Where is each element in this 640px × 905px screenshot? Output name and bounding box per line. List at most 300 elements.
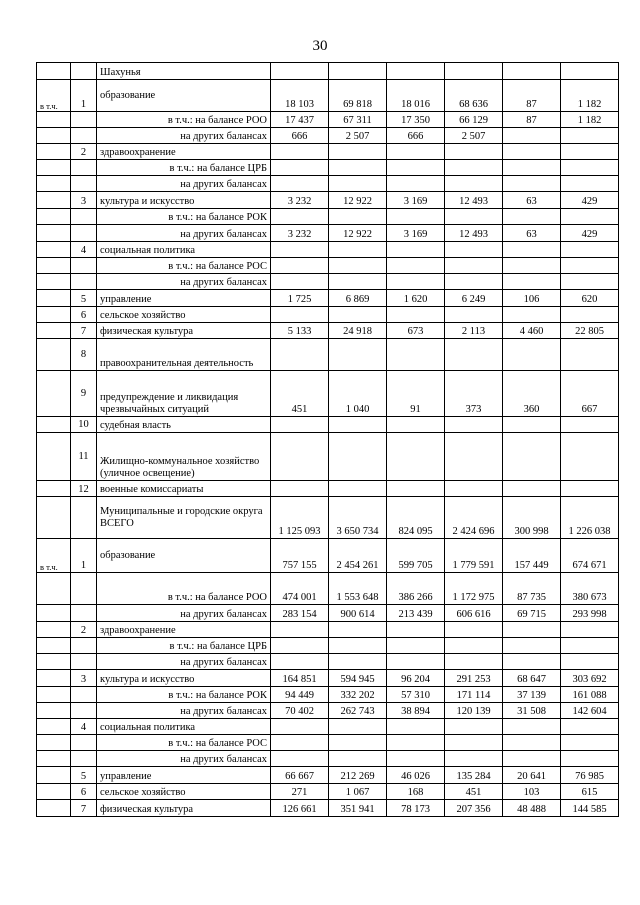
value-cell — [445, 242, 503, 258]
value-cell: 606 616 — [445, 605, 503, 622]
value-cell: 38 894 — [387, 703, 445, 719]
row-number: 7 — [71, 800, 97, 817]
value-cell: 451 — [445, 784, 503, 800]
value-cell: 63 — [503, 225, 561, 242]
value-cell — [503, 735, 561, 751]
row-prefix — [37, 209, 71, 225]
table-row — [37, 417, 619, 433]
value-cell — [387, 339, 445, 371]
row-prefix — [37, 225, 71, 242]
table-row — [37, 654, 619, 670]
value-cell — [271, 654, 329, 670]
value-cell — [445, 654, 503, 670]
value-cell: 4 460 — [503, 323, 561, 339]
value-cell: 2 507 — [445, 128, 503, 144]
row-prefix — [37, 128, 71, 144]
row-number — [71, 735, 97, 751]
row-label: Муниципальные и городские округа ВСЕГО — [97, 497, 271, 539]
row-label: в т.ч.: на балансе ЦРБ — [97, 160, 271, 176]
row-label: предупреждение и ликвидация чрезвычайных ситуаций — [97, 371, 271, 417]
value-cell — [271, 622, 329, 638]
table-row — [37, 800, 619, 817]
value-cell — [387, 242, 445, 258]
value-cell: 429 — [561, 225, 619, 242]
value-cell: 12 493 — [445, 225, 503, 242]
value-cell — [561, 128, 619, 144]
row-number — [71, 128, 97, 144]
value-cell — [561, 160, 619, 176]
row-number — [71, 160, 97, 176]
value-cell — [445, 176, 503, 192]
page-number: 30 — [312, 38, 328, 54]
table-row — [37, 573, 619, 605]
value-cell — [387, 751, 445, 767]
value-cell: 1 067 — [329, 784, 387, 800]
value-cell: 87 — [503, 112, 561, 128]
value-cell — [387, 417, 445, 433]
row-prefix — [37, 371, 71, 417]
value-cell: 207 356 — [445, 800, 503, 817]
value-cell: 144 585 — [561, 800, 619, 817]
value-cell: 594 945 — [329, 670, 387, 687]
row-prefix — [37, 433, 71, 481]
row-label: физическая культура — [97, 800, 271, 817]
row-number: 4 — [71, 242, 97, 258]
value-cell — [503, 481, 561, 497]
value-cell: 12 493 — [445, 192, 503, 209]
value-cell — [329, 144, 387, 160]
value-cell — [329, 307, 387, 323]
row-prefix — [37, 417, 71, 433]
row-number: 10 — [71, 417, 97, 433]
value-cell: 46 026 — [387, 767, 445, 784]
row-number — [71, 638, 97, 654]
row-number: 3 — [71, 192, 97, 209]
row-label: физическая культура — [97, 323, 271, 339]
value-cell — [387, 638, 445, 654]
row-prefix — [37, 703, 71, 719]
value-cell — [503, 258, 561, 274]
value-cell: 66 129 — [445, 112, 503, 128]
row-label: управление — [97, 290, 271, 307]
value-cell: 6 869 — [329, 290, 387, 307]
value-cell — [387, 481, 445, 497]
table-row — [37, 128, 619, 144]
row-label: на других балансах — [97, 176, 271, 192]
value-cell: 12 922 — [329, 192, 387, 209]
value-cell: 3 232 — [271, 192, 329, 209]
value-cell: 1 172 975 — [445, 573, 503, 605]
value-cell — [271, 638, 329, 654]
value-cell — [445, 209, 503, 225]
row-number — [71, 209, 97, 225]
row-label: в т.ч.: на балансе РОК — [97, 209, 271, 225]
row-number — [71, 497, 97, 539]
row-prefix — [37, 573, 71, 605]
row-prefix — [37, 800, 71, 817]
value-cell: 2 454 261 — [329, 539, 387, 573]
row-number: 5 — [71, 290, 97, 307]
value-cell: 57 310 — [387, 687, 445, 703]
value-cell: 291 253 — [445, 670, 503, 687]
table-row — [37, 719, 619, 735]
value-cell: 63 — [503, 192, 561, 209]
value-cell: 757 155 — [271, 539, 329, 573]
value-cell: 22 805 — [561, 323, 619, 339]
value-cell: 78 173 — [387, 800, 445, 817]
value-cell — [503, 654, 561, 670]
value-cell — [387, 63, 445, 80]
value-cell: 824 095 — [387, 497, 445, 539]
row-prefix: в т.ч. — [37, 539, 71, 573]
value-cell — [561, 258, 619, 274]
value-cell — [445, 258, 503, 274]
value-cell — [445, 160, 503, 176]
value-cell: 171 114 — [445, 687, 503, 703]
row-label: на других балансах — [97, 128, 271, 144]
row-prefix — [37, 274, 71, 290]
value-cell — [503, 417, 561, 433]
value-cell — [561, 481, 619, 497]
value-cell — [445, 417, 503, 433]
row-label: на других балансах — [97, 703, 271, 719]
value-cell — [503, 719, 561, 735]
row-number — [71, 112, 97, 128]
value-cell — [329, 176, 387, 192]
table-row — [37, 209, 619, 225]
value-cell: 1 182 — [561, 80, 619, 112]
value-cell — [503, 274, 561, 290]
row-prefix — [37, 735, 71, 751]
row-label: на других балансах — [97, 225, 271, 242]
table-row — [37, 274, 619, 290]
table-row — [37, 258, 619, 274]
row-prefix — [37, 307, 71, 323]
row-prefix — [37, 767, 71, 784]
value-cell: 18 016 — [387, 80, 445, 112]
row-label: Жилищно-коммунальное хозяйство (уличное освещение) — [97, 433, 271, 481]
value-cell — [387, 274, 445, 290]
table-row — [37, 481, 619, 497]
value-cell — [561, 417, 619, 433]
row-label: в т.ч.: на балансе ЦРБ — [97, 638, 271, 654]
row-label: в т.ч.: на балансе РОО — [97, 112, 271, 128]
value-cell: 900 614 — [329, 605, 387, 622]
value-cell — [503, 433, 561, 481]
value-cell: 1 553 648 — [329, 573, 387, 605]
table-row — [37, 307, 619, 323]
value-cell — [329, 638, 387, 654]
row-label: в т.ч.: на балансе РОС — [97, 735, 271, 751]
value-cell: 620 — [561, 290, 619, 307]
value-cell — [445, 638, 503, 654]
value-cell: 451 — [271, 371, 329, 417]
row-label: сельское хозяйство — [97, 307, 271, 323]
row-prefix — [37, 719, 71, 735]
row-label: культура и искусство — [97, 670, 271, 687]
row-prefix — [37, 63, 71, 80]
value-cell — [503, 307, 561, 323]
row-prefix — [37, 144, 71, 160]
table-row — [37, 539, 619, 573]
value-cell: 157 449 — [503, 539, 561, 573]
table-row — [37, 622, 619, 638]
row-number — [71, 258, 97, 274]
value-cell — [503, 176, 561, 192]
value-cell: 293 998 — [561, 605, 619, 622]
table-row — [37, 242, 619, 258]
value-cell: 1 779 591 — [445, 539, 503, 573]
value-cell — [387, 307, 445, 323]
row-label: на других балансах — [97, 751, 271, 767]
value-cell — [561, 433, 619, 481]
value-cell: 2 424 696 — [445, 497, 503, 539]
row-label: Шахунья — [97, 63, 271, 80]
value-cell — [445, 433, 503, 481]
value-cell — [329, 719, 387, 735]
value-cell: 6 249 — [445, 290, 503, 307]
row-label: в т.ч.: на балансе РОК — [97, 687, 271, 703]
row-label: здравоохранение — [97, 144, 271, 160]
row-label: правоохранительная деятельность — [97, 339, 271, 371]
value-cell: 667 — [561, 371, 619, 417]
row-number — [71, 654, 97, 670]
value-cell — [561, 719, 619, 735]
value-cell: 262 743 — [329, 703, 387, 719]
value-cell — [329, 63, 387, 80]
value-cell — [503, 242, 561, 258]
row-prefix — [37, 622, 71, 638]
value-cell: 373 — [445, 371, 503, 417]
row-number: 7 — [71, 323, 97, 339]
value-cell: 212 269 — [329, 767, 387, 784]
row-number — [71, 176, 97, 192]
table-row — [37, 433, 619, 481]
value-cell — [387, 622, 445, 638]
value-cell: 1 725 — [271, 290, 329, 307]
value-cell — [561, 622, 619, 638]
value-cell: 168 — [387, 784, 445, 800]
value-cell — [387, 209, 445, 225]
value-cell — [271, 176, 329, 192]
value-cell: 2 113 — [445, 323, 503, 339]
table-row — [37, 751, 619, 767]
value-cell: 360 — [503, 371, 561, 417]
row-prefix — [37, 638, 71, 654]
value-cell: 69 818 — [329, 80, 387, 112]
value-cell — [387, 176, 445, 192]
value-cell — [271, 751, 329, 767]
row-label: управление — [97, 767, 271, 784]
value-cell — [561, 751, 619, 767]
table-body — [37, 63, 619, 817]
row-number: 4 — [71, 719, 97, 735]
row-label: на других балансах — [97, 654, 271, 670]
row-prefix — [37, 654, 71, 670]
value-cell — [271, 481, 329, 497]
row-label: военные комиссариаты — [97, 481, 271, 497]
table-row — [37, 290, 619, 307]
value-cell: 300 998 — [503, 497, 561, 539]
row-number: 8 — [71, 339, 97, 371]
row-prefix — [37, 605, 71, 622]
value-cell — [271, 307, 329, 323]
value-cell — [445, 719, 503, 735]
row-number — [71, 605, 97, 622]
row-prefix: в т.ч. — [37, 80, 71, 112]
value-cell: 31 508 — [503, 703, 561, 719]
value-cell: 103 — [503, 784, 561, 800]
row-number — [71, 63, 97, 80]
row-number: 5 — [71, 767, 97, 784]
row-label: на других балансах — [97, 274, 271, 290]
value-cell — [445, 481, 503, 497]
row-number: 11 — [71, 433, 97, 481]
value-cell: 12 922 — [329, 225, 387, 242]
row-label: судебная власть — [97, 417, 271, 433]
value-cell — [387, 433, 445, 481]
value-cell — [271, 160, 329, 176]
row-label: в т.ч.: на балансе РОС — [97, 258, 271, 274]
value-cell — [271, 209, 329, 225]
value-cell: 213 439 — [387, 605, 445, 622]
row-number: 6 — [71, 307, 97, 323]
row-number: 1 — [71, 80, 97, 112]
value-cell — [561, 176, 619, 192]
value-cell — [445, 339, 503, 371]
value-cell — [387, 160, 445, 176]
value-cell: 3 232 — [271, 225, 329, 242]
row-prefix — [37, 497, 71, 539]
value-cell: 91 — [387, 371, 445, 417]
value-cell — [271, 63, 329, 80]
table-row — [37, 767, 619, 784]
value-cell: 351 941 — [329, 800, 387, 817]
row-prefix — [37, 784, 71, 800]
value-cell: 70 402 — [271, 703, 329, 719]
table-row — [37, 784, 619, 800]
table-row — [37, 112, 619, 128]
table-row — [37, 176, 619, 192]
value-cell: 666 — [271, 128, 329, 144]
value-cell: 76 985 — [561, 767, 619, 784]
value-cell: 94 449 — [271, 687, 329, 703]
value-cell — [387, 735, 445, 751]
value-cell — [561, 638, 619, 654]
value-cell — [503, 751, 561, 767]
value-cell: 2 507 — [329, 128, 387, 144]
table-row — [37, 144, 619, 160]
value-cell: 380 673 — [561, 573, 619, 605]
row-prefix — [37, 176, 71, 192]
value-cell — [271, 242, 329, 258]
row-number: 6 — [71, 784, 97, 800]
value-cell: 1 620 — [387, 290, 445, 307]
value-cell — [271, 735, 329, 751]
table-row — [37, 323, 619, 339]
row-number: 9 — [71, 371, 97, 417]
value-cell — [329, 417, 387, 433]
row-prefix — [37, 687, 71, 703]
row-label: культура и искусство — [97, 192, 271, 209]
value-cell: 126 661 — [271, 800, 329, 817]
value-cell: 96 204 — [387, 670, 445, 687]
row-number: 12 — [71, 481, 97, 497]
value-cell — [387, 258, 445, 274]
value-cell — [329, 274, 387, 290]
value-cell — [329, 481, 387, 497]
value-cell: 17 350 — [387, 112, 445, 128]
value-cell: 24 918 — [329, 323, 387, 339]
value-cell: 1 182 — [561, 112, 619, 128]
row-prefix — [37, 323, 71, 339]
value-cell: 120 139 — [445, 703, 503, 719]
value-cell — [271, 144, 329, 160]
value-cell: 18 103 — [271, 80, 329, 112]
value-cell: 66 667 — [271, 767, 329, 784]
row-number — [71, 225, 97, 242]
table-row — [37, 339, 619, 371]
value-cell — [561, 654, 619, 670]
row-label: здравоохранение — [97, 622, 271, 638]
value-cell — [329, 339, 387, 371]
value-cell — [271, 433, 329, 481]
row-label: образование — [97, 539, 271, 573]
value-cell — [561, 735, 619, 751]
row-prefix — [37, 339, 71, 371]
row-label: социальная политика — [97, 242, 271, 258]
value-cell: 1 226 038 — [561, 497, 619, 539]
value-cell — [387, 144, 445, 160]
value-cell — [561, 144, 619, 160]
value-cell — [329, 433, 387, 481]
row-number: 1 — [71, 539, 97, 573]
value-cell — [561, 209, 619, 225]
value-cell: 474 001 — [271, 573, 329, 605]
value-cell: 67 311 — [329, 112, 387, 128]
value-cell: 673 — [387, 323, 445, 339]
value-cell — [329, 751, 387, 767]
row-number: 2 — [71, 622, 97, 638]
value-cell — [561, 307, 619, 323]
row-number: 3 — [71, 670, 97, 687]
value-cell: 142 604 — [561, 703, 619, 719]
value-cell — [561, 339, 619, 371]
table-row — [37, 638, 619, 654]
row-prefix — [37, 192, 71, 209]
value-cell: 3 169 — [387, 225, 445, 242]
value-cell: 1 040 — [329, 371, 387, 417]
row-number — [71, 703, 97, 719]
value-cell — [561, 63, 619, 80]
value-cell: 271 — [271, 784, 329, 800]
value-cell: 87 — [503, 80, 561, 112]
row-number: 2 — [71, 144, 97, 160]
value-cell: 283 154 — [271, 605, 329, 622]
value-cell — [445, 622, 503, 638]
value-cell: 666 — [387, 128, 445, 144]
value-cell — [445, 63, 503, 80]
table-row — [37, 670, 619, 687]
row-prefix — [37, 112, 71, 128]
value-cell: 674 671 — [561, 539, 619, 573]
row-label: сельское хозяйство — [97, 784, 271, 800]
table-row — [37, 497, 619, 539]
value-cell: 332 202 — [329, 687, 387, 703]
value-cell — [271, 274, 329, 290]
value-cell — [329, 622, 387, 638]
value-cell — [503, 160, 561, 176]
